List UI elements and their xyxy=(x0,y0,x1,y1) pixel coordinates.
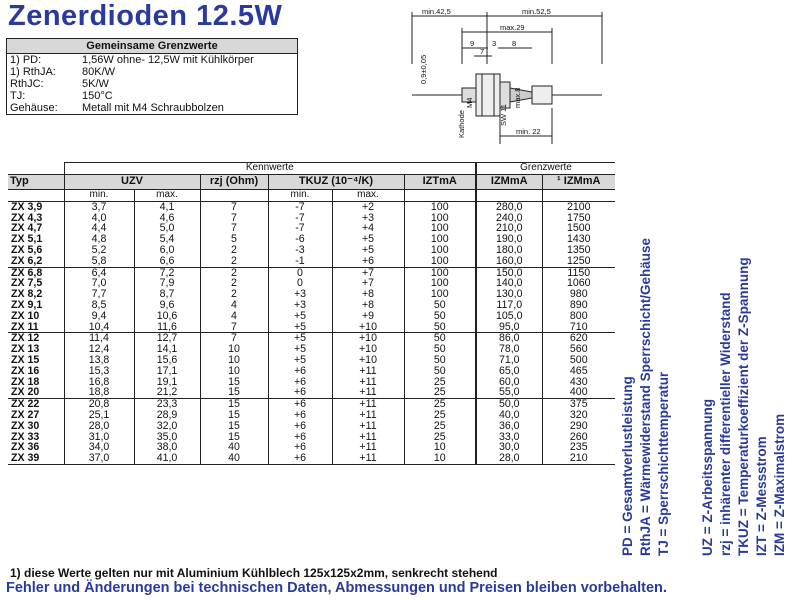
row-izt: 100 xyxy=(404,245,476,256)
row-izm1: 800 xyxy=(542,311,615,322)
row-uz-max: 4,1 xyxy=(134,201,200,212)
row-rzj: 7 xyxy=(200,223,268,234)
row-tk-min: -7 xyxy=(268,201,332,212)
row-izt: 50 xyxy=(404,355,476,366)
row-uz-max: 41,0 xyxy=(134,453,200,464)
row-izm: 86,0 xyxy=(476,333,542,344)
row-tk-max: +10 xyxy=(332,333,404,344)
row-izm: 78,0 xyxy=(476,344,542,355)
footnote: 1) diese Werte gelten nur mit Aluminium Kühlblech 125x125x2mm, senkrecht stehend xyxy=(10,566,498,580)
row-rzj: 2 xyxy=(200,256,268,267)
row-rzj: 7 xyxy=(200,322,268,333)
row-uz-max: 15,6 xyxy=(134,355,200,366)
row-tk-min: -3 xyxy=(268,245,332,256)
row-rzj: 4 xyxy=(200,300,268,311)
row-izm: 180,0 xyxy=(476,245,542,256)
row-uz-max: 9,6 xyxy=(134,300,200,311)
row-izm1: 560 xyxy=(542,344,615,355)
col-uz: UZV xyxy=(64,174,200,189)
row-typ: ZX 15 xyxy=(11,353,40,366)
row-typ: ZX 5,6 xyxy=(11,243,43,256)
row-izt: 25 xyxy=(404,377,476,388)
row-tk-min: +5 xyxy=(268,311,332,322)
row-rzj: 15 xyxy=(200,432,268,443)
group-grenzwerte: Grenzwerte xyxy=(476,163,615,175)
row-uz-max: 38,0 xyxy=(134,442,200,453)
page-title: Zenerdioden 12.5W xyxy=(8,0,283,32)
dim-3: 3 xyxy=(492,39,497,48)
row-typ: ZX 4,3 xyxy=(11,211,43,224)
row-uz-min: 10,4 xyxy=(64,322,134,333)
row-tk-min: -1 xyxy=(268,256,332,267)
row-izm: 280,0 xyxy=(476,201,542,212)
row-tk-min: -6 xyxy=(268,234,332,245)
row-tk-min: +5 xyxy=(268,333,332,344)
sub-min: min. xyxy=(64,189,134,201)
limits-box xyxy=(6,38,298,115)
row-izm1: 1750 xyxy=(542,213,615,224)
row-tk-min: +3 xyxy=(268,300,332,311)
table-row xyxy=(8,311,615,322)
limits-row xyxy=(7,78,297,90)
row-rzj: 10 xyxy=(200,366,268,377)
row-izm: 210,0 xyxy=(476,223,542,234)
row-rzj: 15 xyxy=(200,421,268,432)
row-izt: 100 xyxy=(404,213,476,224)
dim-max8: max.8 xyxy=(513,87,522,108)
table-row xyxy=(8,201,615,212)
row-izm1: 710 xyxy=(542,322,615,333)
legend-item: IZT = Z-Messstrom xyxy=(754,436,769,556)
limits-value: Metall mit M4 Schraubbolzen xyxy=(82,102,224,114)
row-izt: 100 xyxy=(404,267,476,278)
row-izt: 100 xyxy=(404,223,476,234)
row-uz-max: 7,2 xyxy=(134,267,200,278)
row-izm1: 375 xyxy=(542,399,615,410)
row-tk-min: +6 xyxy=(268,421,332,432)
row-uz-max: 32,0 xyxy=(134,421,200,432)
limits-key: 1) RthJA: xyxy=(10,66,56,78)
row-tk-max: +11 xyxy=(332,387,404,398)
row-tk-max: +11 xyxy=(332,366,404,377)
row-izm: 140,0 xyxy=(476,278,542,289)
row-izm1: 1060 xyxy=(542,278,615,289)
dimension-drawing xyxy=(392,4,612,144)
row-uz-max: 7,9 xyxy=(134,278,200,289)
limits-header: Gemeinsame Grenzwerte xyxy=(7,39,297,54)
sub-max: max. xyxy=(134,189,200,201)
row-rzj: 2 xyxy=(200,289,268,300)
row-uz-max: 23,3 xyxy=(134,399,200,410)
legend-item: TKUZ = Temperaturkoeffizient der Z-Spannung xyxy=(736,257,751,556)
row-uz-min: 20,8 xyxy=(64,399,134,410)
row-tk-min: -7 xyxy=(268,213,332,224)
row-typ: ZX 27 xyxy=(11,408,40,421)
row-uz-max: 5,0 xyxy=(134,223,200,234)
row-izm1: 1430 xyxy=(542,234,615,245)
row-tk-max: +11 xyxy=(332,377,404,388)
legend-item: PD = Gesamtverlustleistung xyxy=(620,376,635,556)
legend-item: RthJA = Wärmewiderstand Sperrschicht/Gehäuse xyxy=(638,238,653,556)
row-rzj: 7 xyxy=(200,213,268,224)
row-izt: 25 xyxy=(404,399,476,410)
row-izm1: 210 xyxy=(542,453,615,464)
row-typ: ZX 13 xyxy=(11,343,40,356)
row-uz-min: 34,0 xyxy=(64,442,134,453)
row-typ: ZX 8,2 xyxy=(11,288,43,301)
row-tk-min: +6 xyxy=(268,453,332,464)
table-row xyxy=(8,322,615,333)
row-uz-min: 16,8 xyxy=(64,377,134,388)
row-uz-min: 3,7 xyxy=(64,201,134,212)
limits-value: 150°C xyxy=(82,90,113,102)
row-tk-max: +11 xyxy=(332,432,404,443)
row-izm1: 1350 xyxy=(542,245,615,256)
dim-7: 7 xyxy=(480,47,485,56)
row-uz-min: 5,2 xyxy=(64,245,134,256)
row-uz-max: 17,1 xyxy=(134,366,200,377)
row-typ: ZX 3,9 xyxy=(8,201,64,212)
dim-9: 9 xyxy=(470,39,475,48)
row-izt: 25 xyxy=(404,387,476,398)
row-uz-max: 6,6 xyxy=(134,256,200,267)
row-rzj: 15 xyxy=(200,387,268,398)
dim-m4: M4 xyxy=(465,97,474,108)
row-tk-max: +8 xyxy=(332,300,404,311)
row-uz-min: 7,7 xyxy=(64,289,134,300)
row-rzj: 40 xyxy=(200,453,268,464)
row-tk-max: +3 xyxy=(332,213,404,224)
row-izm: 50,0 xyxy=(476,399,542,410)
row-izm: 30,0 xyxy=(476,442,542,453)
row-typ: ZX 33 xyxy=(11,430,40,443)
row-izm: 95,0 xyxy=(476,322,542,333)
row-rzj: 10 xyxy=(200,355,268,366)
row-rzj: 7 xyxy=(200,201,268,212)
row-tk-max: +10 xyxy=(332,355,404,366)
row-uz-max: 6,0 xyxy=(134,245,200,256)
row-izm1: 320 xyxy=(542,410,615,421)
table-row xyxy=(8,387,615,398)
row-tk-max: +11 xyxy=(332,453,404,464)
dim-dia: 0,9±0,05 xyxy=(419,54,428,84)
row-tk-max: +11 xyxy=(332,410,404,421)
row-rzj: 40 xyxy=(200,442,268,453)
row-uz-max: 4,6 xyxy=(134,213,200,224)
row-uz-min: 37,0 xyxy=(64,453,134,464)
row-uz-max: 12,7 xyxy=(134,333,200,344)
dim-min22: min. 22 xyxy=(516,127,541,136)
row-tk-min: +5 xyxy=(268,344,332,355)
row-izm: 190,0 xyxy=(476,234,542,245)
table-row xyxy=(8,256,615,267)
row-typ: ZX 4,7 xyxy=(11,222,43,235)
row-tk-max: +11 xyxy=(332,442,404,453)
row-typ: ZX 16 xyxy=(11,364,40,377)
row-izm: 150,0 xyxy=(476,267,542,278)
row-uz-min: 5,8 xyxy=(64,256,134,267)
row-uz-max: 8,7 xyxy=(134,289,200,300)
row-typ: ZX 30 xyxy=(11,419,40,432)
row-tk-max: +7 xyxy=(332,267,404,278)
row-uz-max: 35,0 xyxy=(134,432,200,443)
limits-row xyxy=(7,102,297,114)
row-tk-min: +5 xyxy=(268,355,332,366)
row-uz-max: 21,2 xyxy=(134,387,200,398)
row-izt: 10 xyxy=(404,442,476,453)
row-izt: 10 xyxy=(404,453,476,464)
row-izm1: 500 xyxy=(542,355,615,366)
row-izm: 40,0 xyxy=(476,410,542,421)
row-izt: 25 xyxy=(404,432,476,443)
row-uz-min: 7,0 xyxy=(64,278,134,289)
row-izm: 60,0 xyxy=(476,377,542,388)
row-izm1: 890 xyxy=(542,300,615,311)
row-uz-max: 19,1 xyxy=(134,377,200,388)
row-izm: 33,0 xyxy=(476,432,542,443)
col-izm: IZMmA xyxy=(476,174,542,189)
row-uz-min: 4,4 xyxy=(64,223,134,234)
sub-min: min. xyxy=(268,189,332,201)
row-tk-max: +8 xyxy=(332,289,404,300)
row-uz-max: 10,6 xyxy=(134,311,200,322)
row-uz-max: 14,1 xyxy=(134,344,200,355)
limits-key: TJ: xyxy=(10,90,26,102)
row-tk-max: +5 xyxy=(332,234,404,245)
row-izm1: 235 xyxy=(542,442,615,453)
row-rzj: 5 xyxy=(200,234,268,245)
legend-item: rzj = inhärenter differentieller Widerstand xyxy=(718,292,733,556)
row-tk-min: +6 xyxy=(268,399,332,410)
row-uz-min: 11,4 xyxy=(64,333,134,344)
row-izt: 100 xyxy=(404,289,476,300)
row-tk-max: +2 xyxy=(332,201,404,212)
row-izm: 105,0 xyxy=(476,311,542,322)
row-izt: 50 xyxy=(404,344,476,355)
row-typ: ZX 12 xyxy=(8,333,64,344)
row-izt: 50 xyxy=(404,300,476,311)
row-tk-min: +3 xyxy=(268,289,332,300)
row-tk-min: +6 xyxy=(268,410,332,421)
limits-key: Gehäuse: xyxy=(10,102,58,114)
row-uz-min: 6,4 xyxy=(64,267,134,278)
limits-value: 5K/W xyxy=(82,78,109,90)
row-typ: ZX 20 xyxy=(11,386,40,399)
row-tk-max: +7 xyxy=(332,278,404,289)
group-kennwerte: Kennwerte xyxy=(64,163,476,175)
row-tk-min: +6 xyxy=(268,432,332,443)
col-typ: Typ xyxy=(8,174,64,189)
row-izm1: 465 xyxy=(542,366,615,377)
row-tk-max: +6 xyxy=(332,256,404,267)
row-rzj: 7 xyxy=(200,333,268,344)
dim-max29: max.29 xyxy=(500,23,525,32)
row-tk-min: +6 xyxy=(268,366,332,377)
row-izm1: 400 xyxy=(542,387,615,398)
row-izm1: 260 xyxy=(542,432,615,443)
row-uz-min: 9,4 xyxy=(64,311,134,322)
row-izt: 50 xyxy=(404,366,476,377)
row-tk-min: +6 xyxy=(268,377,332,388)
row-tk-max: +11 xyxy=(332,399,404,410)
row-tk-max: +10 xyxy=(332,344,404,355)
row-uz-min: 4,0 xyxy=(64,213,134,224)
row-tk-min: -7 xyxy=(268,223,332,234)
limits-key: 1) PD: xyxy=(10,54,42,66)
table-row xyxy=(8,421,615,432)
row-rzj: 2 xyxy=(200,267,268,278)
limits-row xyxy=(7,54,297,66)
row-tk-min: +5 xyxy=(268,322,332,333)
row-tk-max: +11 xyxy=(332,421,404,432)
legend-item: IZM = Z-Maximalstrom xyxy=(772,413,787,556)
row-izm: 36,0 xyxy=(476,421,542,432)
dim-min52: min.52,5 xyxy=(522,7,551,16)
row-rzj: 4 xyxy=(200,311,268,322)
row-izt: 100 xyxy=(404,256,476,267)
legend-item: TJ = Sperrschichttemperatur xyxy=(656,371,671,556)
row-typ: ZX 6,2 xyxy=(11,254,43,267)
disclaimer: Fehler und Änderungen bei technischen Daten, Abmessungen und Preisen bleiben vorbehalten. xyxy=(6,580,667,596)
row-izm1: 1250 xyxy=(542,256,615,267)
dim-8: 8 xyxy=(512,39,517,48)
row-uz-min: 25,1 xyxy=(64,410,134,421)
row-izm1: 290 xyxy=(542,421,615,432)
row-tk-max: +5 xyxy=(332,245,404,256)
row-typ: ZX 10 xyxy=(11,309,40,322)
limits-value: 1,56W ohne- 12,5W mit Kühlkörper xyxy=(82,54,254,66)
row-typ: ZX 5,1 xyxy=(11,233,43,246)
row-izm: 71,0 xyxy=(476,355,542,366)
row-uz-max: 28,9 xyxy=(134,410,200,421)
row-izt: 25 xyxy=(404,410,476,421)
row-rzj: 15 xyxy=(200,410,268,421)
row-tk-min: 0 xyxy=(268,278,332,289)
row-typ: ZX 6,8 xyxy=(8,267,64,278)
row-izm1: 2100 xyxy=(542,201,615,212)
row-izm: 130,0 xyxy=(476,289,542,300)
row-izm1: 980 xyxy=(542,289,615,300)
dim-min42: min.42,5 xyxy=(422,7,451,16)
row-uz-min: 8,5 xyxy=(64,300,134,311)
row-uz-min: 31,0 xyxy=(64,432,134,443)
limits-row xyxy=(7,66,297,78)
row-izm1: 1150 xyxy=(542,267,615,278)
col-izm1: ¹ IZMmA xyxy=(542,174,615,189)
legend-item: UZ = Z-Arbeitsspannung xyxy=(700,398,715,556)
row-uz-min: 13,8 xyxy=(64,355,134,366)
sub-max: max. xyxy=(332,189,404,201)
dim-sw11: SW 11 xyxy=(499,104,508,126)
row-izt: 100 xyxy=(404,234,476,245)
row-izt: 100 xyxy=(404,201,476,212)
row-tk-min: +6 xyxy=(268,387,332,398)
row-izm1: 430 xyxy=(542,377,615,388)
row-izt: 50 xyxy=(404,333,476,344)
row-uz-min: 15,3 xyxy=(64,366,134,377)
col-izt: IZTmA xyxy=(404,174,476,189)
col-tkuz: TKUZ (10⁻⁴/K) xyxy=(268,174,404,189)
row-izm1: 620 xyxy=(542,333,615,344)
row-typ: ZX 9,1 xyxy=(11,298,43,311)
row-izt: 100 xyxy=(404,278,476,289)
row-rzj: 15 xyxy=(200,377,268,388)
row-izm: 160,0 xyxy=(476,256,542,267)
row-typ: ZX 36 xyxy=(11,441,40,454)
row-typ: ZX 11 xyxy=(11,320,39,333)
dim-kathode: Kathode xyxy=(457,110,466,138)
row-izm: 55,0 xyxy=(476,387,542,398)
row-tk-min: 0 xyxy=(268,267,332,278)
zener-table xyxy=(8,162,615,465)
row-uz-max: 11,6 xyxy=(134,322,200,333)
row-izt: 50 xyxy=(404,311,476,322)
row-rzj: 2 xyxy=(200,245,268,256)
row-izt: 50 xyxy=(404,322,476,333)
row-izm: 65,0 xyxy=(476,366,542,377)
row-uz-max: 5,4 xyxy=(134,234,200,245)
table-row xyxy=(8,453,615,464)
row-typ: ZX 22 xyxy=(8,399,64,410)
limits-row xyxy=(7,90,297,102)
table-row xyxy=(8,366,615,377)
row-izm1: 1500 xyxy=(542,223,615,234)
row-izm: 117,0 xyxy=(476,300,542,311)
limits-value: 80K/W xyxy=(82,66,116,78)
row-typ: ZX 39 xyxy=(8,453,64,464)
limits-key: RthJC: xyxy=(10,78,44,90)
row-uz-min: 28,0 xyxy=(64,421,134,432)
row-rzj: 2 xyxy=(200,278,268,289)
row-typ: ZX 18 xyxy=(11,375,40,388)
row-typ: ZX 7,5 xyxy=(11,277,43,290)
row-rzj: 10 xyxy=(200,344,268,355)
row-rzj: 15 xyxy=(200,399,268,410)
row-tk-max: +10 xyxy=(332,322,404,333)
row-uz-min: 18,8 xyxy=(64,387,134,398)
row-uz-min: 4,8 xyxy=(64,234,134,245)
row-izm: 28,0 xyxy=(476,453,542,464)
row-izt: 25 xyxy=(404,421,476,432)
row-tk-max: +4 xyxy=(332,223,404,234)
row-izm: 240,0 xyxy=(476,213,542,224)
row-tk-min: +6 xyxy=(268,442,332,453)
row-uz-min: 12,4 xyxy=(64,344,134,355)
row-tk-max: +9 xyxy=(332,311,404,322)
col-rzj: rzj (Ohm) xyxy=(200,174,268,189)
